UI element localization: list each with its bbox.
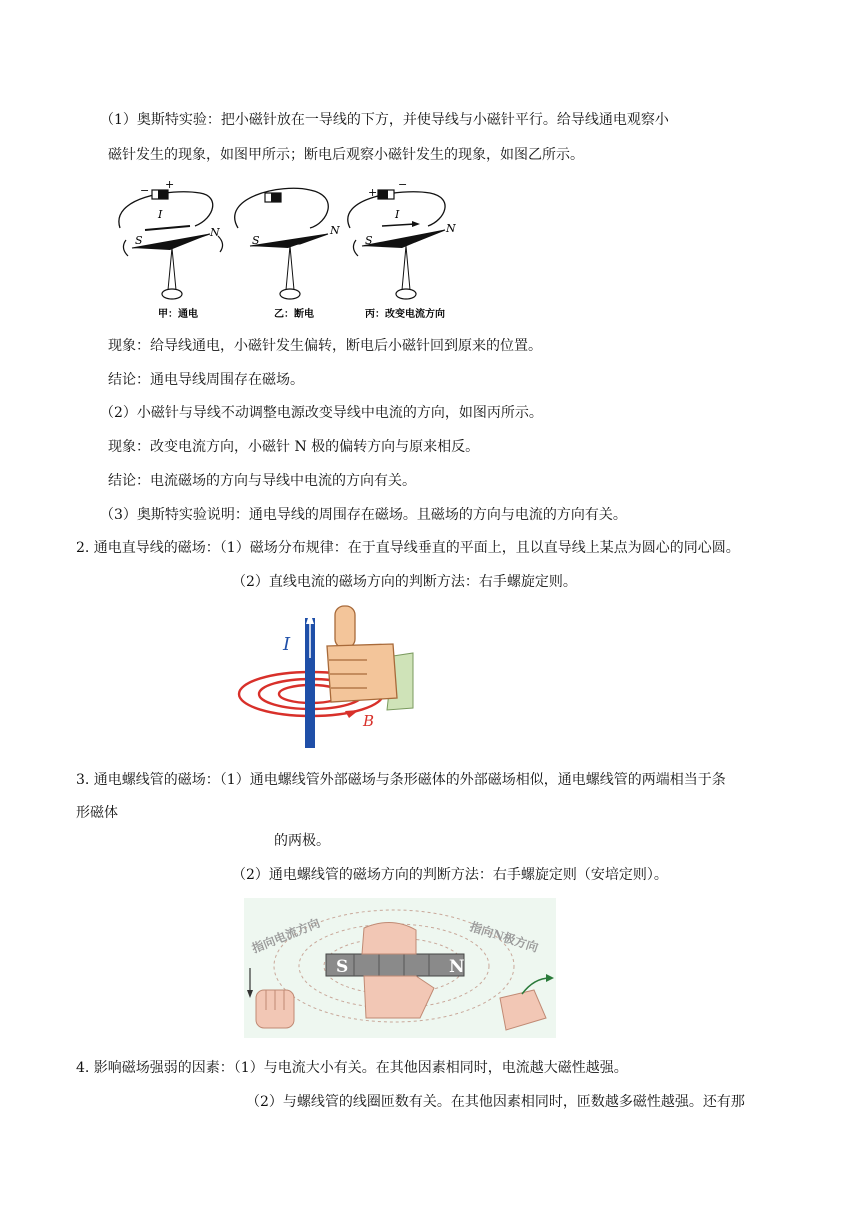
solenoid-field-heading: 3. 通电螺线管的磁场：（1）通电螺线管外部磁场与条形磁体的外部磁场相似，通电螺线管的两端相当于条	[76, 772, 726, 788]
straight-wire-rule: （2）直线电流的磁场方向的判断方法：右手螺旋定则。	[232, 574, 577, 590]
phenomenon-1: 现象：给导线通电，小磁针发生偏转，断电后小磁针回到原来的位置。	[108, 338, 542, 354]
oersted-experiment-figure	[110, 178, 470, 323]
oersted-experiment-intro-cont: 磁针发生的现象，如图甲所示；断电后观察小磁针发生的现象，如图乙所示。	[108, 147, 584, 163]
plus-sign: +	[368, 186, 378, 199]
pole-n: N	[210, 226, 220, 239]
field-label-b: B	[363, 712, 375, 730]
pole-n: N	[446, 222, 456, 235]
pole-n: N	[449, 957, 465, 977]
n-pole-direction-text: 指向N极方向	[468, 919, 540, 955]
minus-sign: −	[140, 184, 150, 197]
plus-sign: +	[165, 178, 175, 191]
solenoid-field-heading-cont-2: 的两极。	[274, 833, 330, 849]
step-3: （3）奥斯特实验说明：通电导线的周围存在磁场。且磁场的方向与电流的方向有关。	[100, 507, 627, 523]
field-strength-factor-2: （2）与螺线管的线圈匝数有关。在其他因素相同时，匝数越多磁性越强。还有那	[246, 1094, 745, 1110]
current-label: I	[158, 208, 163, 221]
current-direction-text: 指向电流方向	[249, 915, 322, 956]
figure-label-b: 乙：断电	[274, 309, 314, 320]
panel-reversed	[348, 178, 456, 320]
step-2: （2）小磁针与导线不动调整电源改变导线中电流的方向，如图丙所示。	[100, 405, 543, 421]
current-label: I	[283, 634, 291, 655]
solenoid-figure	[244, 898, 556, 1038]
pole-s: S	[336, 957, 349, 977]
conclusion-1: 结论：通电导线周围存在磁场。	[108, 372, 304, 388]
current-label: I	[395, 208, 400, 221]
panel-powered	[119, 178, 223, 320]
figure-label-a: 甲：通电	[158, 309, 198, 320]
solenoid-field-heading-cont: 形磁体	[76, 805, 118, 821]
straight-wire-figure	[235, 598, 425, 750]
pole-s: S	[135, 234, 143, 247]
pole-s: S	[252, 234, 260, 247]
pole-s: S	[365, 234, 373, 247]
phenomenon-2: 现象：改变电流方向，小磁针 N 极的偏转方向与原来相反。	[108, 439, 480, 455]
panel-unpowered	[235, 188, 340, 320]
pole-n: N	[330, 224, 340, 237]
right-hand-icon	[327, 606, 413, 710]
straight-wire-field-heading: 2. 通电直导线的磁场：（1）磁场分布规律：在于直导线垂直的平面上，且以直导线上某点为圆心的同心圆。	[76, 540, 740, 556]
conclusion-2: 结论：电流磁场的方向与导线中电流的方向有关。	[108, 473, 416, 489]
figure-label-c: 丙：改变电流方向	[365, 309, 445, 320]
solenoid-rule: （2）通电螺线管的磁场方向的判断方法：右手螺旋定则（安培定则）。	[232, 867, 668, 883]
oersted-experiment-intro: （1）奥斯特实验：把小磁针放在一导线的下方，并使导线与小磁针平行。给导线通电观察小	[100, 112, 669, 128]
field-strength-factors-heading: 4. 影响磁场强弱的因素：（1）与电流大小有关。在其他因素相同时，电流越大磁性越强。	[76, 1060, 628, 1076]
minus-sign: −	[398, 178, 408, 191]
